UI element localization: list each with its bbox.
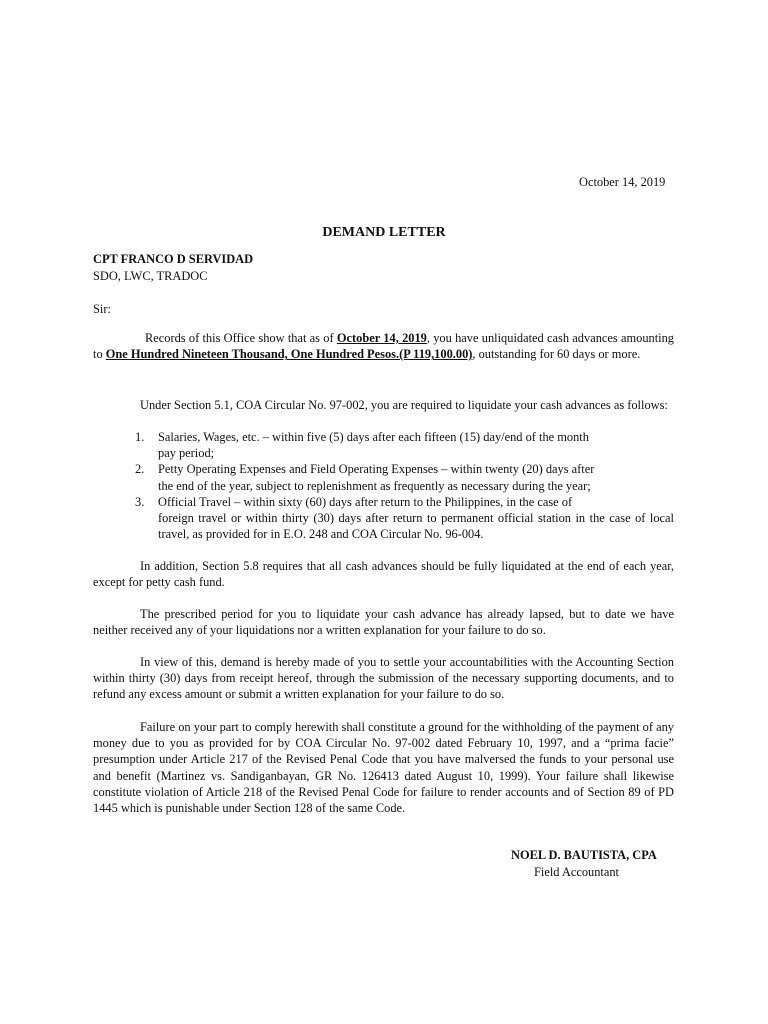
paragraph-consequences: Failure on your part to comply herewith shall constitute a ground for the withholding of the payment of any money due to you as provided for by COA Circular No. 97-002 dated February 10, 1997, and a “prima facie” presumption under Article 217 of the Revised Penal Code that you have malversed the funds to your personal use and benefit (Martinez vs. Sandiganbayan, GR No. 126413 dated August 10, 1999). Your failure shall likewise constitute violation of Article 218 of the Revised Penal Code for failure to render accounts and of Section 89 of PD 1445 which is punishable under Section 128 of the same Code.	[93, 720, 674, 816]
recipient-organization: SDO, LWC, TRADOC	[93, 269, 208, 283]
list-item-number: 1.	[135, 430, 145, 444]
list-item	[93, 461, 613, 493]
list-item-line: foreign travel or within thirty (30) days after return to permanent official station in the case of local travel, as provided for in E.O. 248 and COA Circular No. 96-004.	[158, 511, 674, 542]
letter-date: October 14, 2019	[579, 175, 666, 189]
list-item-line: Salaries, Wages, etc. – within five (5) days after each fifteen (15) day/end of the month	[158, 430, 589, 444]
list-item-line: Official Travel – within sixty (60) days after return to the Philippines, in the case of	[158, 494, 573, 509]
signatory-title: Field Accountant	[534, 865, 619, 879]
list-item	[93, 494, 674, 543]
paragraph-demand: In view of this, demand is hereby made of you to settle your accountabilities with the Accounting Section within thirty (30) days from receipt hereof, through the submission of the necessary supporting documents, and to refund any excess amount or submit a written explanation for your failure to do so.	[93, 655, 674, 702]
list-item-line: the end of the year, subject to replenishment as frequently as necessary during the year;	[158, 478, 591, 493]
list-item-line: Petty Operating Expenses and Field Operating Expenses – within twenty (20) days after	[158, 462, 595, 477]
paragraph-records	[93, 330, 674, 362]
paragraph-period-lapsed: The prescribed period for you to liquidate your cash advance has already lapsed, but to date we have neither received any of your liquidations nor a written explanation for your failure to do so.	[93, 607, 674, 638]
paragraph-section-5-1: Under Section 5.1, COA Circular No. 97-002, you are required to liquidate your cash advances as follows:	[140, 398, 668, 412]
signatory-name: NOEL D. BAUTISTA, CPA	[511, 848, 657, 862]
p1-text-end: , outstanding for 60 days or more.	[472, 347, 641, 362]
liquidation-period-list	[93, 429, 674, 542]
amount-in-words: One Hundred Nineteen Thousand, One Hundred Pesos.	[105, 347, 400, 362]
as-of-date: October 14, 2019	[336, 331, 427, 345]
list-item-number: 3.	[135, 494, 145, 509]
list-item-number: 2.	[135, 462, 145, 477]
salutation: Sir:	[93, 302, 111, 316]
letter-title: DEMAND LETTER	[322, 225, 446, 240]
list-item-line: pay period;	[158, 446, 215, 461]
list-item	[93, 429, 613, 461]
paragraph-section-5-8: In addition, Section 5.8 requires that all cash advances should be fully liquidated at the end of each year, except for petty cash fund.	[93, 559, 674, 590]
p1-text-start: Records of this Office show that as of	[145, 331, 337, 345]
p1-text-middle: , you have unliquidated cash advances amounting to	[93, 331, 674, 362]
amount-in-figures: (P 119,100.00)	[399, 347, 473, 362]
recipient-name: CPT FRANCO D SERVIDAD	[93, 252, 254, 266]
